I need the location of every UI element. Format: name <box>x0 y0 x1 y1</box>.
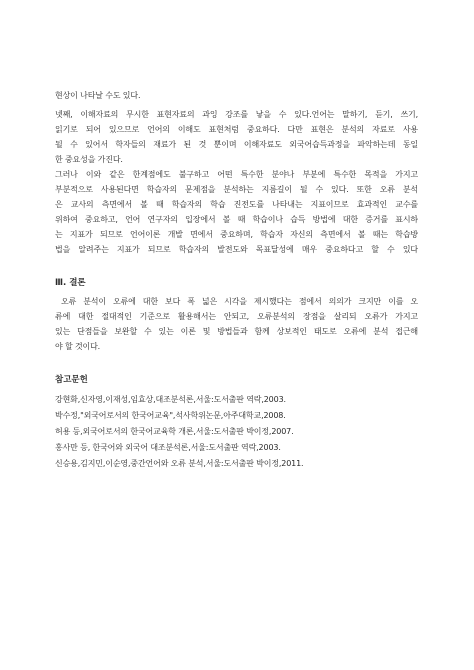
body-line-6: 그러나 이와 같은 한계점에도 불구하고 어떤 특수한 분야나 부분에 특수한 목적을 가지고 <box>55 170 418 179</box>
conclusion-line-2: 류에 대한 절대적인 기준으로 활용해서는 안되고, 오류분석의 장점을 살리되 오류가 가지고 <box>55 312 418 321</box>
conclusion-heading: Ⅲ. 결론 <box>55 278 86 288</box>
reference-item-5: 신승용,김지민,이순영,중간언어와 오류 분석,서울:도서출판 박이정,2011. <box>55 459 304 468</box>
conclusion-line-1: 오류 분석이 오류에 대한 보다 폭 넓은 시각을 제시했다는 점에서 의의가 크지만 이를 오 <box>61 297 418 306</box>
reference-item-1: 강현화,신자영,이재성,임효상,대조분석론,서울:도서출판 역락,2003. <box>55 395 286 404</box>
reference-item-4: 홍사만 등, 한국어와 외국어 대조분석론,서울:도서출판 역락,2003. <box>55 443 281 452</box>
document-page <box>55 0 420 670</box>
body-line-3: 읽기로 되어 있으므로 언어의 이해도 표현처럼 중요하다. 다만 표현은 분석의 자료로 사용 <box>55 125 418 134</box>
body-line-8: 은 교사의 측면에서 볼 때 학습자의 학습 진전도를 나타내는 지표이므로 효과적인 교수를 <box>55 200 418 209</box>
body-line-10: 는 지표가 되므로 언어이론 개발 면에서 중요하며, 학습자 자신의 측면에서 볼 때는 학습방 <box>55 230 418 239</box>
body-line-2: 넷째, 이해자료의 무시한 표현자료의 과잉 강조를 낳을 수 있다.언어는 말하기, 듣기, 쓰기, <box>55 110 418 119</box>
body-line-1: 현상이 나타날 수도 있다. <box>55 91 141 100</box>
body-line-9: 위하여 중요하고, 언어 연구자의 입장에서 볼 때 학습이나 습득 방법에 대한 증거를 표시하 <box>55 215 418 224</box>
reference-item-2: 박수정,"외국어로서의 한국어교육",석사학위논문,아주대학교,2008. <box>55 411 286 420</box>
conclusion-line-4: 야 할 것이다. <box>55 342 101 351</box>
body-line-5: 한 중요성을 가진다. <box>55 155 123 164</box>
body-line-4: 될 수 있어서 학자들의 재료가 된 것 뿐이며 이해자료도 외국어습득과정을 파악하는데 동일 <box>55 140 418 149</box>
conclusion-line-3: 있는 단점들을 보완할 수 있는 이론 및 방법들과 함께 상보적인 태도로 오류에 분석 접근해 <box>55 327 418 336</box>
body-line-7: 부분적으로 사용된다면 학습자의 문제점을 분석하는 지름길이 될 수 있다. 또한 오류 분석 <box>55 185 418 194</box>
body-line-11: 법을 알려주는 지표가 되므로 학습자의 발전도와 목표달성에 매우 중요하다고 할 수 있다 <box>55 245 418 254</box>
reference-item-3: 허용 등,외국어로서의 한국어교육학 개론,서울:도서출판 박이정,2007. <box>55 427 294 436</box>
references-heading: 참고문헌 <box>55 375 88 385</box>
